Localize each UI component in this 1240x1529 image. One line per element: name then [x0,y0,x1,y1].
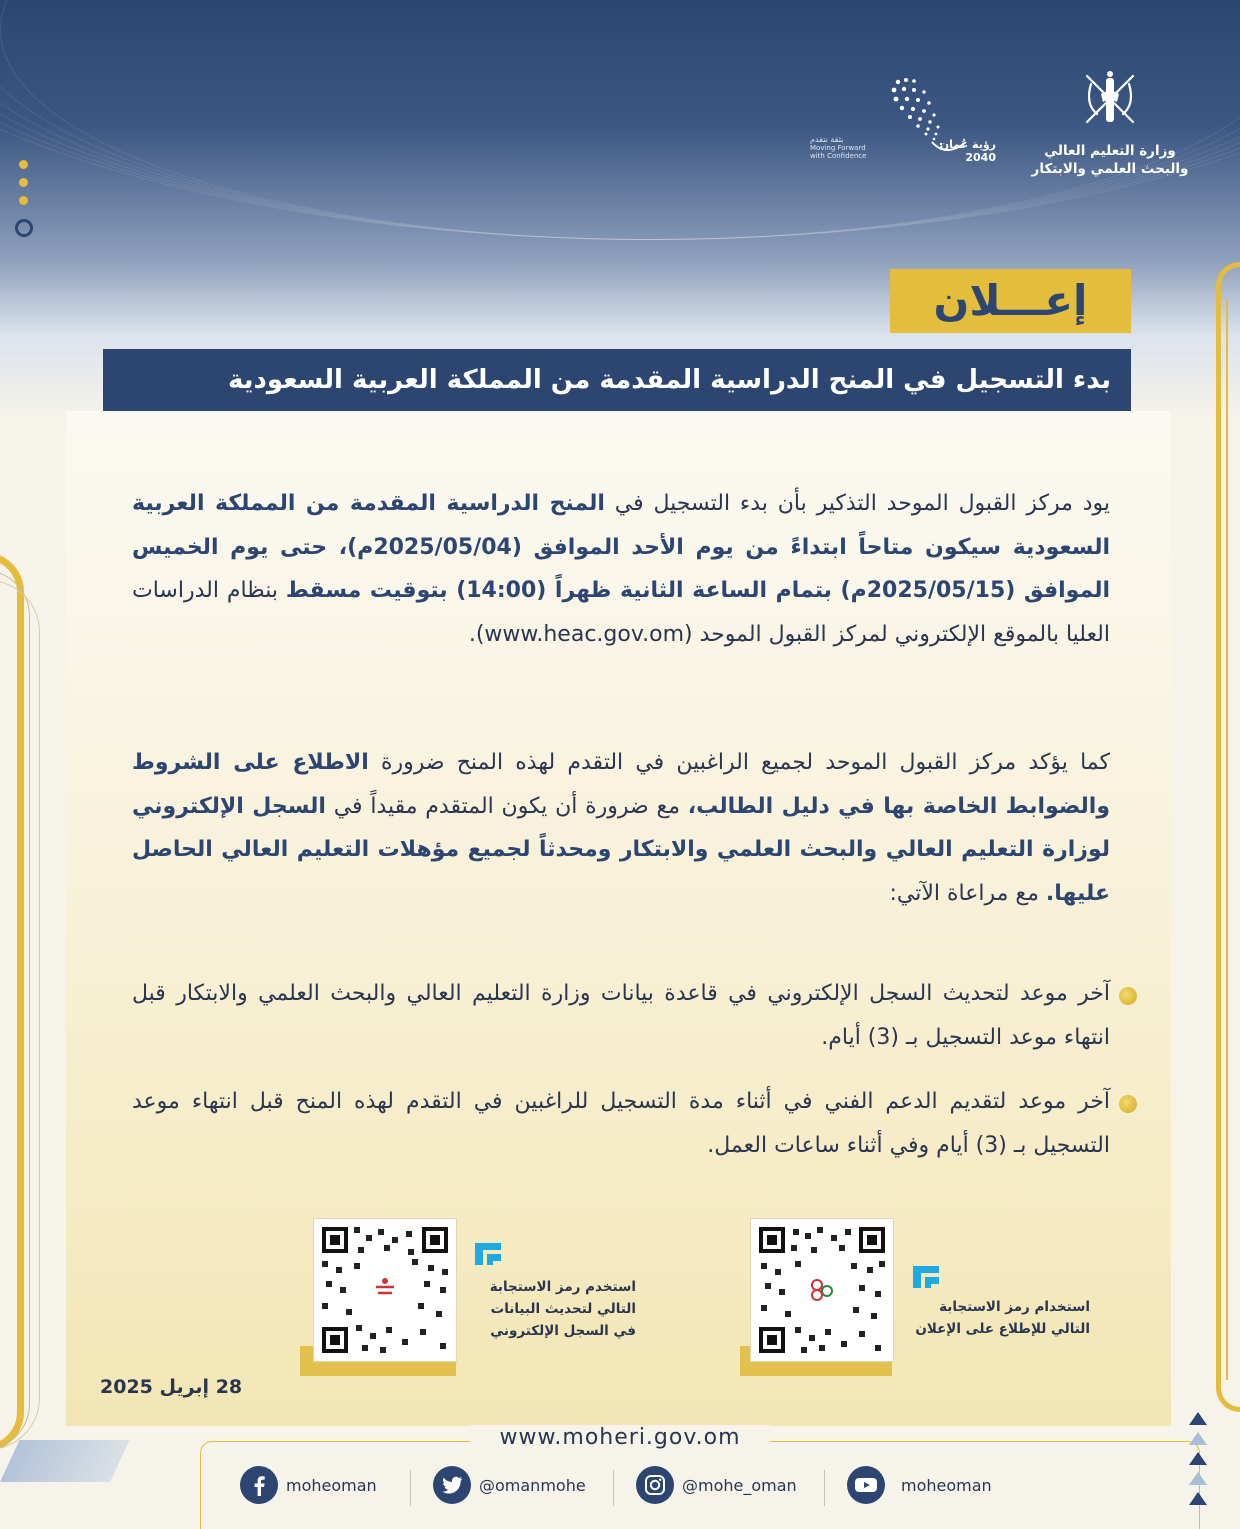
instagram-handle: @mohe_oman [682,1475,797,1495]
oman-emblem-icon [1075,64,1145,134]
center-logo-icon [911,1264,941,1290]
ministry-logo [1020,64,1200,178]
qr-code-update-record[interactable] [314,1219,456,1361]
qr-code-announcement[interactable] [751,1219,893,1361]
decor-triangles [1189,1412,1207,1512]
qr-right-line1: استخدام رمز الاستجابة [939,1299,1090,1315]
footer-separator [824,1470,825,1506]
bullet-2-text: آخر موعد لتقديم الدعم الفني في أثناء مدة التسجيل للراغبين في التقدم لهذه المنح قبل انتهاء موعد التسجيل بـ (3) أيام وفي أثناء ساعات العمل. [132,1089,1110,1158]
paragraph-registration [132,482,1110,656]
vision-slogan-ar: بثقة نتقدم [810,135,844,144]
bullet-item [132,1080,1110,1167]
instagram-link[interactable] [636,1466,797,1504]
center-logo-icon [473,1241,503,1267]
footer-separator [613,1470,614,1506]
bullet-dot-icon [1119,987,1137,1005]
announcement-date: 28 إبريل 2025 [100,1376,243,1398]
twitter-icon [433,1466,471,1504]
ministry-name-line2: والبحث العلمي والابتكار [1031,161,1189,177]
p1-text-c: بنظام الدراسات العليا بالموقع الإلكتروني لمركز القبول الموحد (www.heac.gov.om). [132,578,1110,647]
p2-text-e: مع مراعاة الآتي: [889,880,1046,906]
p2-text-c: مع ضرورة أن يكون المتقدم مقيداً في [325,793,688,819]
decor-left-arc-thin [0,580,40,1450]
ministry-name-line1: وزارة التعليم العالي [1044,143,1176,159]
paragraph-requirements [132,741,1110,915]
website-link[interactable]: www.moheri.gov.om [470,1425,770,1450]
decor-dots [19,160,33,246]
announcement-heading: إعـــلان [890,269,1131,333]
vision-title: رؤية عُمان 2040 [939,138,996,164]
twitter-handle: @omanmohe [479,1475,586,1495]
facebook-handle: moheoman [286,1475,377,1495]
youtube-icon [847,1466,885,1504]
footer-separator [410,1470,411,1506]
decor-right-line [1226,300,1240,1380]
qr-right-line2: التالي للإطلاع على الإعلان [915,1321,1090,1337]
p1-text-bold: المنح الدراسية المقدمة من المملكة العربية السعودية سيكون متاحاً ابتداءً من يوم الأحد الموافق (2025/05/04م)، حتى يوم الخميس الموافق (2025/05/15م) بتمام الساعة الثانية ظهراً (14:00) بتوقيت مسقط [132,491,1111,603]
twitter-link[interactable] [433,1466,586,1504]
qr-left-line2: التالي لتحديث البيانات [490,1301,636,1317]
instagram-icon [636,1466,674,1504]
facebook-icon [240,1466,278,1504]
vision-slogan [810,136,866,160]
announcement-subtitle: بدء التسجيل في المنح الدراسية المقدمة من المملكة العربية السعودية [103,349,1131,411]
p2-text-bold-1: الاطلاع على الشروط والضوابط الخاصة بها في دليل الطالب، [132,750,1110,819]
decor-stripe [0,1440,130,1482]
vision-slogan-en1: Moving Forward [810,144,866,152]
p2-text-bold-2: السجل الإلكتروني لوزارة التعليم العالي والبحث العلمي والابتكار ومحدثاً لجميع مؤهلات التعليم العالي الحاصل عليها. [132,793,1110,906]
qr-announcement-label [900,1296,1090,1340]
vision-slogan-en2: with Confidence [810,152,867,160]
facebook-link[interactable] [240,1466,377,1504]
youtube-handle: moheoman [901,1475,992,1495]
qr-pattern-icon [318,1223,452,1357]
bullet-dot-icon [1119,1095,1137,1113]
qr-left-line1: استخدم رمز الاستجابة [489,1279,636,1295]
bullet-item [132,972,1110,1059]
youtube-link[interactable] [847,1466,992,1504]
p1-text-a: يود مركز القبول الموحد التذكير بأن بدء التسجيل في [604,491,1110,516]
vision-2040-logo [806,72,996,172]
qr-update-label [450,1276,636,1342]
bullet-1-text: آخر موعد لتحديث السجل الإلكتروني في قاعدة بيانات وزارة التعليم العالي والبحث العلمي والابتكار قبل انتهاء موعد التسجيل بـ (3) أيام. [132,981,1110,1050]
qr-pattern-icon [755,1223,889,1357]
p2-text-a: كما يؤكد مركز القبول الموحد لجميع الراغبين في التقدم لهذه المنح ضرورة [368,750,1110,775]
qr-left-line3: في السجل الإلكتروني [490,1323,636,1339]
